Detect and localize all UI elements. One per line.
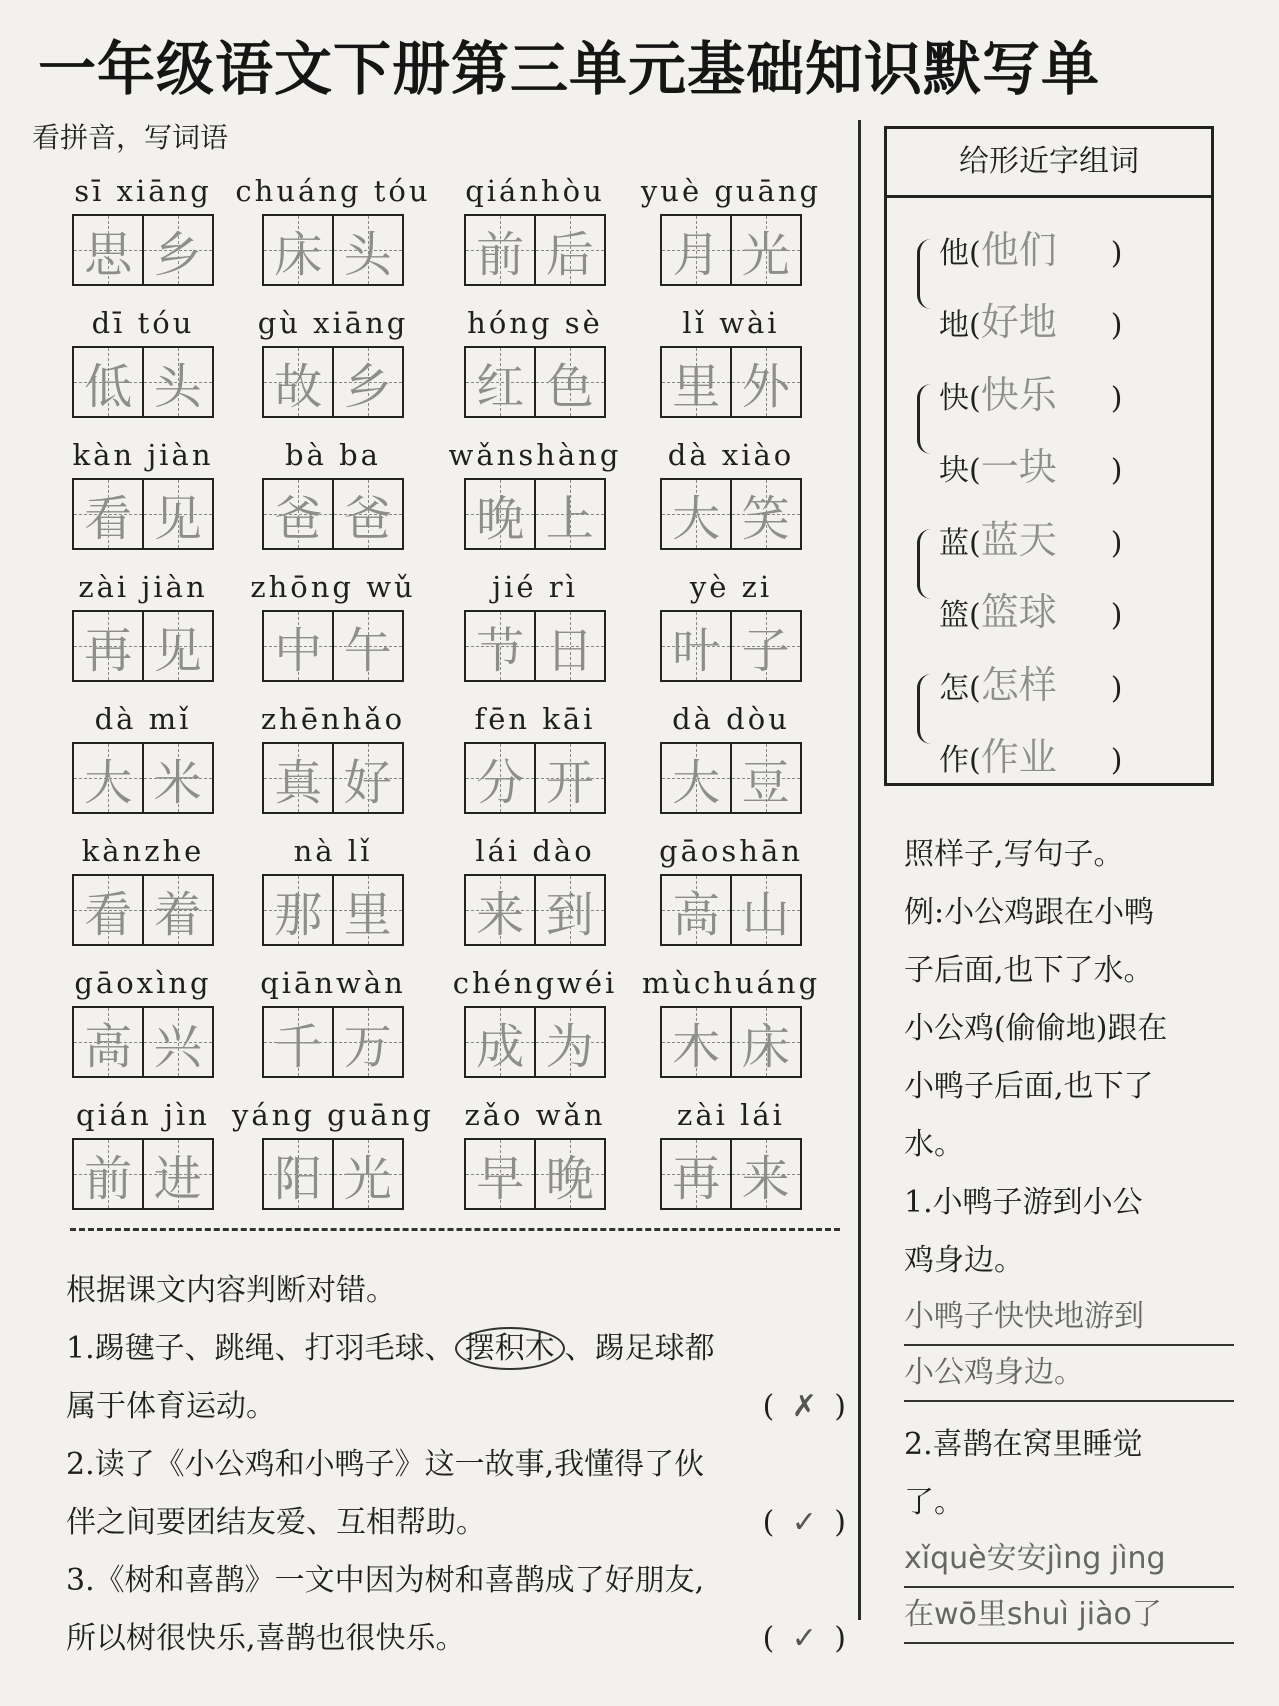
word-answer[interactable]: 快乐	[980, 373, 1057, 417]
word-cell	[430, 960, 640, 1078]
tianzi-box[interactable]	[534, 1006, 606, 1078]
pinyin-label: gāoshān	[659, 834, 803, 868]
tianzi-grid	[430, 346, 640, 418]
handwritten-char: 大	[672, 754, 721, 811]
tianzi-grid	[430, 214, 640, 286]
tianzi-box[interactable]	[730, 214, 802, 286]
tianzi-box[interactable]	[142, 478, 214, 550]
word-answer[interactable]: 蓝天	[980, 518, 1057, 562]
example-line: 水。	[904, 1127, 964, 1162]
base-char: 作	[939, 743, 969, 778]
sentence-heading: 照样子,写句子。	[904, 837, 1124, 872]
tianzi-box[interactable]	[660, 214, 732, 286]
tianzi-box[interactable]	[72, 1006, 144, 1078]
word-cell	[430, 828, 640, 946]
word-cell	[430, 300, 640, 418]
handwritten-char: 上	[545, 490, 594, 547]
char-word-line: 作(作业 )	[939, 726, 1122, 781]
handwritten-char: 笑	[741, 490, 790, 547]
handwritten-char: 晚	[476, 490, 525, 547]
tianzi-box[interactable]	[332, 742, 404, 814]
handwritten-char: 光	[343, 1150, 392, 1207]
handwritten-char: 千	[274, 1018, 323, 1075]
word-cell	[38, 564, 248, 682]
handwritten-char: 开	[545, 754, 594, 811]
pinyin-label: chuáng tóu	[235, 174, 431, 208]
pinyin-label: lǐ wài	[682, 306, 780, 340]
tianzi-box[interactable]	[262, 874, 334, 946]
grid-row	[30, 564, 860, 696]
base-char: 蓝	[939, 526, 969, 561]
pinyin-label: dà xiào	[667, 438, 795, 472]
pinyin-label: yáng guāng	[232, 1098, 434, 1132]
tianzi-grid	[626, 214, 836, 286]
handwritten-char: 万	[343, 1018, 392, 1075]
tianzi-grid	[430, 1138, 640, 1210]
sentence-q1: 鸡身边。	[904, 1243, 1024, 1278]
handwritten-char: 前	[476, 226, 525, 283]
word-cell	[228, 960, 438, 1078]
tianzi-grid	[228, 478, 438, 550]
example-line: 小公鸡(偷偷地)跟在	[904, 1011, 1168, 1046]
tianzi-box[interactable]	[72, 214, 144, 286]
handwritten-char: 见	[153, 622, 202, 679]
tianzi-box[interactable]	[332, 478, 404, 550]
tianzi-grid	[228, 874, 438, 946]
tianzi-box[interactable]	[464, 1006, 536, 1078]
similar-chars-panel	[884, 126, 1214, 786]
handwritten-char: 爸	[343, 490, 392, 547]
pinyin-label: zhēnhǎo	[260, 702, 406, 736]
cross-mark: ✗	[791, 1389, 817, 1424]
handwritten-char: 前	[84, 1150, 133, 1207]
tianzi-box[interactable]	[262, 214, 334, 286]
sentence-q2: 2.喜鹊在窝里睡觉	[904, 1427, 1143, 1462]
panel-heading: 给形近字组词	[887, 129, 1211, 198]
handwritten-char: 真	[274, 754, 323, 811]
tianzi-grid	[228, 1138, 438, 1210]
word-answer[interactable]: 作业	[980, 735, 1057, 779]
word-cell	[430, 432, 640, 550]
tianzi-grid	[228, 1006, 438, 1078]
tianzi-box[interactable]	[534, 1138, 606, 1210]
tianzi-grid	[38, 1006, 248, 1078]
pinyin-label: bà ba	[285, 438, 381, 472]
char-word-line: 地(好地 )	[939, 291, 1122, 346]
tianzi-grid	[430, 610, 640, 682]
grid-row	[30, 1092, 860, 1224]
judge-q2-line1: 2.读了《小公鸡和小鸭子》这一故事,我懂得了伙	[66, 1447, 705, 1482]
judge-q2-answer-box[interactable]: ( ✓ )	[763, 1494, 846, 1552]
pinyin-label: dà mǐ	[94, 702, 192, 736]
judge-q1-answer-box[interactable]: ( ✗ )	[763, 1378, 846, 1436]
base-char: 他	[939, 236, 969, 271]
grid-row	[30, 960, 860, 1092]
handwritten-char: 阳	[274, 1150, 323, 1207]
word-cell	[228, 432, 438, 550]
pinyin-label: yè zi	[689, 570, 773, 604]
tianzi-grid	[626, 346, 836, 418]
grid-row	[30, 168, 860, 300]
example-line: 子后面,也下了水。	[904, 953, 1154, 988]
tianzi-box[interactable]	[660, 874, 732, 946]
word-answer[interactable]: 怎样	[980, 663, 1057, 707]
word-cell	[430, 696, 640, 814]
pinyin-label: dà dòu	[672, 702, 790, 736]
handwritten-char: 乡	[343, 358, 392, 415]
check-mark: ✓	[791, 1505, 817, 1540]
word-cell	[38, 960, 248, 1078]
tianzi-box[interactable]	[262, 346, 334, 418]
handwritten-char: 兴	[153, 1018, 202, 1075]
handwritten-char: 高	[672, 886, 721, 943]
example-line: 小鸭子后面,也下了	[904, 1069, 1154, 1104]
answer-line[interactable]: 小公鸡身边。	[904, 1346, 1234, 1402]
handwritten-char: 头	[343, 226, 392, 283]
judge-section	[66, 1262, 846, 1668]
tianzi-box[interactable]	[262, 610, 334, 682]
tianzi-box[interactable]	[464, 1138, 536, 1210]
section-label-pinyin: 看拼音，写词语	[32, 121, 229, 154]
pinyin-label: gù xiāng	[257, 306, 409, 340]
handwritten-char: 里	[343, 886, 392, 943]
grid-row	[30, 696, 860, 828]
pinyin-label: mùchuáng	[641, 966, 821, 1000]
brace-icon	[917, 384, 934, 454]
handwritten-char: 豆	[741, 754, 790, 811]
handwritten-char: 红	[476, 358, 525, 415]
tianzi-grid	[626, 742, 836, 814]
grid-row	[30, 828, 860, 960]
handwritten-char: 进	[153, 1150, 202, 1207]
tianzi-box[interactable]	[262, 742, 334, 814]
tianzi-box[interactable]	[464, 610, 536, 682]
tianzi-grid	[38, 346, 248, 418]
handwritten-char: 床	[741, 1018, 790, 1075]
tianzi-box[interactable]	[660, 346, 732, 418]
handwritten-char: 爸	[274, 490, 323, 547]
tianzi-grid	[38, 610, 248, 682]
tianzi-box[interactable]	[534, 214, 606, 286]
tianzi-grid	[430, 1006, 640, 1078]
word-cell	[228, 696, 438, 814]
tianzi-box[interactable]	[464, 478, 536, 550]
handwritten-char: 大	[672, 490, 721, 547]
handwritten-char: 思	[84, 226, 133, 283]
handwritten-char: 那	[274, 886, 323, 943]
tianzi-grid	[228, 214, 438, 286]
tianzi-box[interactable]	[332, 214, 404, 286]
tianzi-grid	[228, 346, 438, 418]
tianzi-grid	[38, 1138, 248, 1210]
pinyin-label: chéngwéi	[452, 966, 618, 1000]
tianzi-box[interactable]	[660, 1138, 732, 1210]
tianzi-box[interactable]	[660, 742, 732, 814]
handwritten-char: 再	[84, 622, 133, 679]
handwritten-char: 米	[153, 754, 202, 811]
sentence-q2: 了。	[904, 1485, 964, 1520]
tianzi-grid	[38, 874, 248, 946]
handwritten-char: 光	[741, 226, 790, 283]
tianzi-box[interactable]	[464, 346, 536, 418]
word-answer[interactable]: 篮球	[980, 590, 1057, 634]
answer-line[interactable]: 小鸭子快快地游到	[904, 1290, 1234, 1346]
tianzi-box[interactable]	[142, 874, 214, 946]
pinyin-label: zǎo wǎn	[464, 1098, 606, 1132]
tianzi-grid	[228, 610, 438, 682]
handwritten-char: 为	[545, 1018, 594, 1075]
handwritten-char: 午	[343, 622, 392, 679]
judge-q3-line2: 所以树很快乐,喜鹊也很快乐。 ( ✓ )	[66, 1610, 846, 1668]
handwritten-char: 色	[545, 358, 594, 415]
word-cell	[626, 300, 836, 418]
tianzi-box[interactable]	[730, 610, 802, 682]
tianzi-grid	[228, 742, 438, 814]
tianzi-box[interactable]	[464, 742, 536, 814]
handwritten-char: 山	[741, 886, 790, 943]
pinyin-label: wǎnshàng	[448, 438, 622, 472]
pinyin-label: qiánhòu	[465, 174, 605, 208]
word-cell	[626, 696, 836, 814]
word-cell	[626, 960, 836, 1078]
page-title: 一年级语文下册第三单元基础知识默写单	[38, 35, 1101, 103]
pinyin-label: zài jiàn	[78, 570, 208, 604]
tianzi-box[interactable]	[262, 478, 334, 550]
handwritten-char: 木	[672, 1018, 721, 1075]
tianzi-box[interactable]	[72, 478, 144, 550]
tianzi-box[interactable]	[730, 874, 802, 946]
handwritten-char: 月	[672, 226, 721, 283]
tianzi-box[interactable]	[534, 874, 606, 946]
tianzi-box[interactable]	[262, 1138, 334, 1210]
char-word-line: 块(一块 )	[939, 436, 1122, 491]
handwritten-char: 乡	[153, 226, 202, 283]
word-cell	[430, 1092, 640, 1210]
pinyin-label: lái dào	[475, 834, 595, 868]
handwritten-char: 节	[476, 622, 525, 679]
tianzi-grid	[430, 478, 640, 550]
judge-q2-line2: 伴之间要团结友爱、互相帮助。 ( ✓ )	[66, 1494, 846, 1552]
word-cell	[626, 432, 836, 550]
word-cell	[228, 828, 438, 946]
judge-q3-line1: 3.《树和喜鹊》一文中因为树和喜鹊成了好朋友,	[66, 1563, 705, 1598]
handwritten-char: 来	[476, 886, 525, 943]
pinyin-label: qiānwàn	[260, 966, 406, 1000]
handwritten-char: 头	[153, 358, 202, 415]
handwritten-char: 成	[476, 1018, 525, 1075]
pinyin-label: nà lǐ	[293, 834, 373, 868]
grid-row	[30, 300, 860, 432]
tianzi-grid	[430, 874, 640, 946]
word-cell	[38, 828, 248, 946]
handwritten-char: 子	[741, 622, 790, 679]
handwritten-char: 故	[274, 358, 323, 415]
tianzi-box[interactable]	[332, 346, 404, 418]
tianzi-box[interactable]	[660, 610, 732, 682]
word-answer[interactable]: 好地	[980, 300, 1057, 344]
check-mark: ✓	[791, 1621, 817, 1656]
word-cell	[626, 1092, 836, 1210]
word-cell	[38, 432, 248, 550]
tianzi-box[interactable]	[332, 874, 404, 946]
handwritten-char: 低	[84, 358, 133, 415]
word-cell	[38, 300, 248, 418]
grid-row	[30, 432, 860, 564]
tianzi-box[interactable]	[142, 1006, 214, 1078]
answer-line[interactable]: xǐquè安安jìng jìng	[904, 1532, 1234, 1588]
judge-heading: 根据课文内容判断对错。	[66, 1273, 396, 1308]
sentence-q1: 1.小鸭子游到小公	[904, 1185, 1143, 1220]
handwritten-char: 着	[153, 886, 202, 943]
handwritten-char: 后	[545, 226, 594, 283]
tianzi-box[interactable]	[142, 1138, 214, 1210]
char-word-line: 快(快乐 )	[939, 364, 1122, 419]
brace-icon	[917, 239, 934, 309]
pinyin-label: kàn jiàn	[72, 438, 214, 472]
handwritten-char: 高	[84, 1018, 133, 1075]
pinyin-label: gāoxìng	[74, 966, 212, 1000]
tianzi-grid	[626, 610, 836, 682]
pinyin-label: fēn kāi	[474, 702, 596, 736]
tianzi-grid	[626, 478, 836, 550]
word-cell	[38, 168, 248, 286]
tianzi-box[interactable]	[534, 742, 606, 814]
char-word-line: 怎(怎样 )	[939, 654, 1122, 709]
example-line: 例:小公鸡跟在小鸭	[904, 895, 1155, 930]
tianzi-box[interactable]	[72, 742, 144, 814]
handwritten-char: 日	[545, 622, 594, 679]
handwritten-char: 分	[476, 754, 525, 811]
tianzi-box[interactable]	[332, 610, 404, 682]
tianzi-grid	[38, 742, 248, 814]
handwritten-char: 中	[274, 622, 323, 679]
handwritten-char: 再	[672, 1150, 721, 1207]
judge-q1-line1: 1.踢毽子、跳绳、打羽毛球、 摆积木 、踢足球都	[66, 1320, 846, 1378]
handwritten-char: 来	[741, 1150, 790, 1207]
judge-q3-answer-box[interactable]: ( ✓ )	[763, 1610, 846, 1668]
handwritten-char: 好	[343, 754, 392, 811]
handwritten-char: 外	[741, 358, 790, 415]
word-cell	[626, 828, 836, 946]
word-answer[interactable]: 一块	[980, 445, 1057, 489]
tianzi-grid	[38, 214, 248, 286]
tianzi-box[interactable]	[730, 346, 802, 418]
sentence-section	[904, 826, 1234, 1644]
base-char: 篮	[939, 598, 969, 633]
pinyin-label: zhōng wǔ	[250, 570, 416, 604]
tianzi-box[interactable]	[72, 874, 144, 946]
word-cell	[430, 168, 640, 286]
tianzi-box[interactable]	[660, 1006, 732, 1078]
word-cell	[626, 168, 836, 286]
word-cell	[228, 168, 438, 286]
pinyin-label: jié rì	[492, 570, 578, 604]
tianzi-box[interactable]	[464, 874, 536, 946]
tianzi-box[interactable]	[534, 346, 606, 418]
pinyin-label: hóng sè	[467, 306, 603, 340]
judge-q1-line2: 属于体育运动。 ( ✗ )	[66, 1378, 846, 1436]
tianzi-box[interactable]	[142, 214, 214, 286]
handwritten-char: 看	[84, 886, 133, 943]
word-cell	[626, 564, 836, 682]
tianzi-box[interactable]	[142, 742, 214, 814]
pinyin-label: kànzhe	[81, 834, 205, 868]
dashed-divider	[70, 1228, 840, 1231]
tianzi-box[interactable]	[660, 478, 732, 550]
tianzi-box[interactable]	[534, 478, 606, 550]
handwritten-char: 叶	[672, 622, 721, 679]
tianzi-grid	[38, 478, 248, 550]
handwritten-char: 床	[274, 226, 323, 283]
handwritten-char: 早	[476, 1150, 525, 1207]
char-word-line: 蓝(蓝天 )	[939, 509, 1122, 564]
pinyin-label: dī tóu	[91, 306, 195, 340]
base-char: 快	[939, 381, 969, 416]
pinyin-label: sī xiāng	[74, 174, 212, 208]
tianzi-box[interactable]	[72, 1138, 144, 1210]
pinyin-label: yuè guāng	[640, 174, 822, 208]
pinyin-label: qián jìn	[76, 1098, 210, 1132]
brace-icon	[917, 674, 934, 744]
tianzi-grid	[626, 874, 836, 946]
handwritten-char: 见	[153, 490, 202, 547]
word-answer[interactable]: 他们	[980, 228, 1057, 272]
tianzi-box[interactable]	[534, 610, 606, 682]
handwritten-char: 看	[84, 490, 133, 547]
tianzi-grid	[626, 1138, 836, 1210]
word-cell	[228, 300, 438, 418]
tianzi-box[interactable]	[142, 610, 214, 682]
tianzi-box[interactable]	[730, 742, 802, 814]
base-char: 地	[939, 308, 969, 343]
pinyin-label: zài lái	[677, 1098, 785, 1132]
word-cell	[38, 1092, 248, 1210]
char-word-line: 他(他们 )	[939, 219, 1122, 274]
tianzi-box[interactable]	[332, 1006, 404, 1078]
handwritten-char: 到	[545, 886, 594, 943]
tianzi-box[interactable]	[332, 1138, 404, 1210]
answer-line[interactable]: 在wō里shuì jiào了	[904, 1588, 1234, 1644]
pinyin-grid	[30, 168, 860, 1224]
circled-word: 摆积木	[455, 1327, 565, 1370]
word-cell	[430, 564, 640, 682]
word-cell	[38, 696, 248, 814]
char-word-line: 篮(篮球 )	[939, 581, 1122, 636]
base-char: 怎	[939, 671, 969, 706]
tianzi-box[interactable]	[72, 610, 144, 682]
brace-icon	[917, 529, 934, 599]
tianzi-box[interactable]	[730, 1138, 802, 1210]
handwritten-char: 里	[672, 358, 721, 415]
tianzi-grid	[626, 1006, 836, 1078]
tianzi-box[interactable]	[142, 346, 214, 418]
tianzi-box[interactable]	[262, 1006, 334, 1078]
base-char: 块	[939, 453, 969, 488]
tianzi-box[interactable]	[72, 346, 144, 418]
tianzi-box[interactable]	[464, 214, 536, 286]
tianzi-grid	[430, 742, 640, 814]
handwritten-char: 大	[84, 754, 133, 811]
tianzi-box[interactable]	[730, 1006, 802, 1078]
word-cell	[228, 564, 438, 682]
tianzi-box[interactable]	[730, 478, 802, 550]
word-cell	[228, 1092, 438, 1210]
handwritten-char: 晚	[545, 1150, 594, 1207]
